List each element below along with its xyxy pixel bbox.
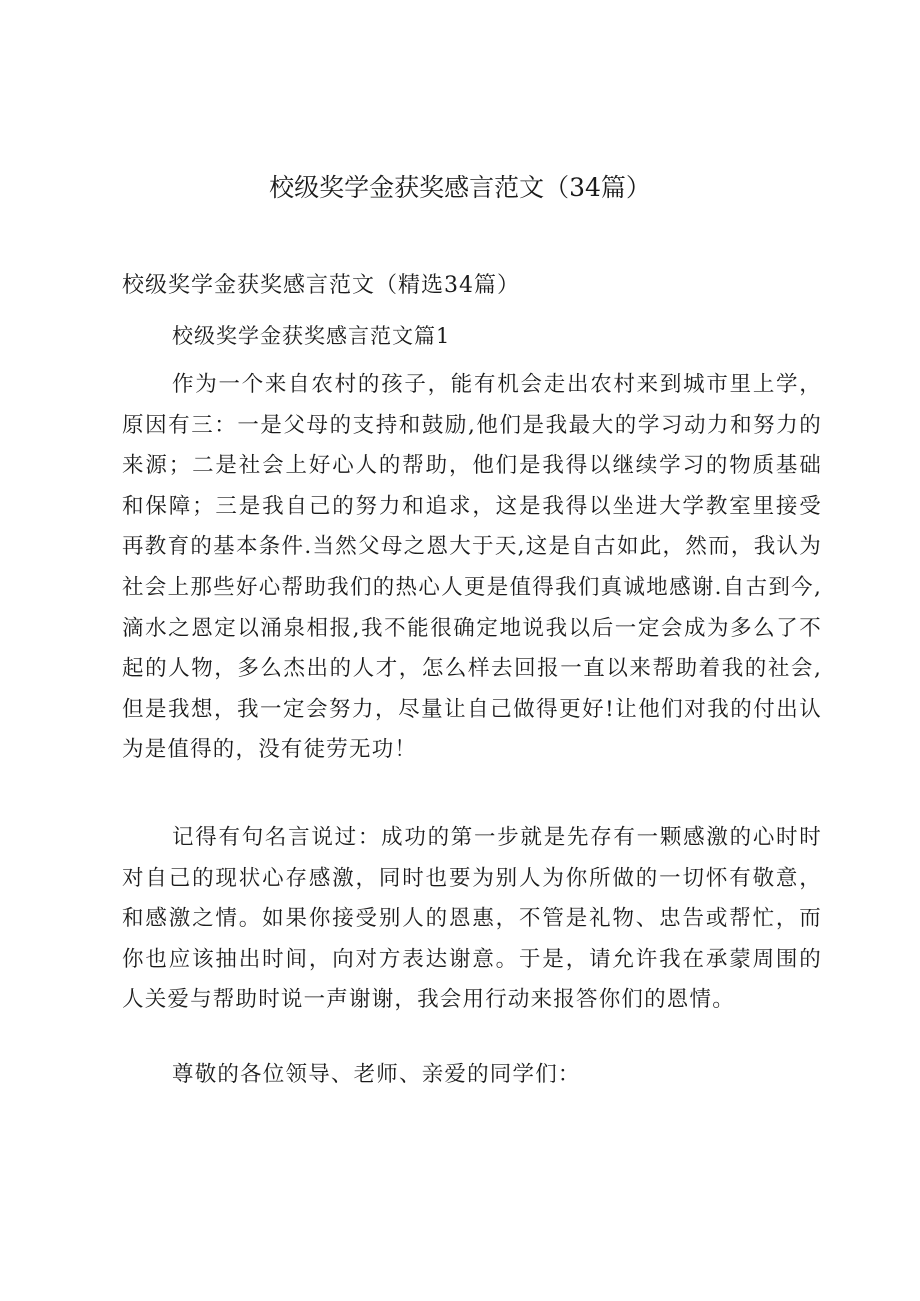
body-paragraph: 记得有句名言说过：成功的第一步就是先存有一颗感激的心时时对自己的现状心存感激，同时也要为别人为你所做的一切怀有敬意，和感激之情。如果你接受别人的恩惠，不管是礼物、忠告或帮忙，而你也应该抽出时间，向对方表达谢意。于是，请允许我在承蒙周围的人关爱与帮助时说一声谢谢，我会用行动来报答你们的恩情。 [122,825,822,1013]
body-paragraph: 作为一个来自农村的孩子，能有机会走出农村来到城市里上学，原因有三：一是父母的支持和鼓励,他们是我最大的学习动力和努力的来源；二是社会上好心人的帮助，他们是我得以继续学习的物质基础和保障；三是我自己的努力和追求，这是我得以坐进大学教室里接受再教育的基本条件.当然父母之恩大于天,这是自古如此，然而，我认为社会上那些好心帮助我们的热心人更是值得我们真诚地感谢.自古到今,滴水之恩定以涌泉相报,我不能很确定地说我以后一定会成为多么了不起的人物，多么杰出的人才，怎么样去回报一直以来帮助着我的社会,但是我想，我一定会努力，尽量让自己做得更好!让他们对我的付出认为是值得的，没有徒劳无功！ [122,372,822,763]
body-paragraph: 尊敬的各位领导、老师、亲爱的同学们： [172,1062,581,1087]
document-subtitle: 校级奖学金获奖感言范文（精选34篇） [122,273,520,298]
document-title: 校级奖学金获奖感言范文（34篇） [269,173,651,202]
section-heading: 校级奖学金获奖感言范文篇1 [172,324,451,348]
